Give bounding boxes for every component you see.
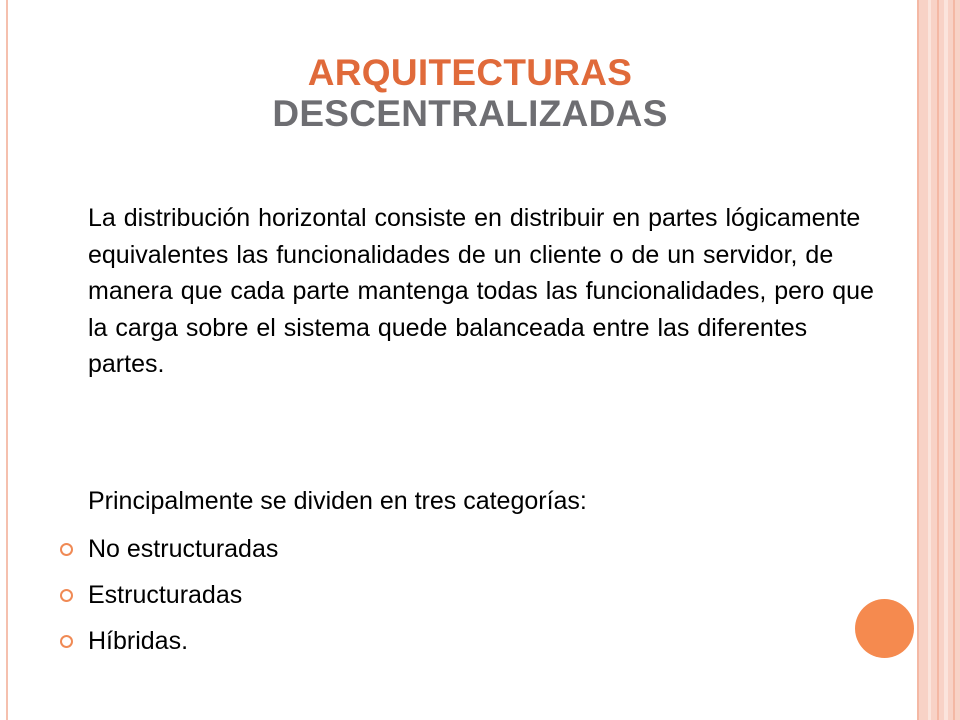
right-stripe (917, 0, 919, 720)
right-stripe (928, 0, 931, 720)
list-item-text: Híbridas. (88, 627, 189, 655)
left-border-line (6, 0, 8, 720)
title-line-1: ARQUITECTURAS (307, 52, 633, 93)
body-paragraph: La distribución horizontal consiste en distribuir en partes lógicamente equivalentes las funcionalidades de un cliente o de un servidor, de manera que cada parte mantenga todas las funcionalidades, pero que la carga sobre el sistema quede balanceada entre las diferentes partes. (88, 204, 874, 378)
categories-intro: Principalmente se dividen en tres categorías: (88, 487, 587, 515)
list-item-text: No estructuradas (88, 535, 279, 563)
right-stripe (937, 0, 939, 720)
list-item-text: Estructuradas (88, 581, 243, 609)
title-line-2: DESCENTRALIZADAS (272, 93, 668, 134)
bullet-circle-icon (60, 543, 73, 556)
decorative-orange-circle (855, 599, 914, 658)
right-stripe (944, 0, 948, 720)
slide-title (160, 52, 780, 134)
right-stripe (953, 0, 955, 720)
bullet-circle-icon (60, 589, 73, 602)
bullet-circle-icon (60, 635, 73, 648)
